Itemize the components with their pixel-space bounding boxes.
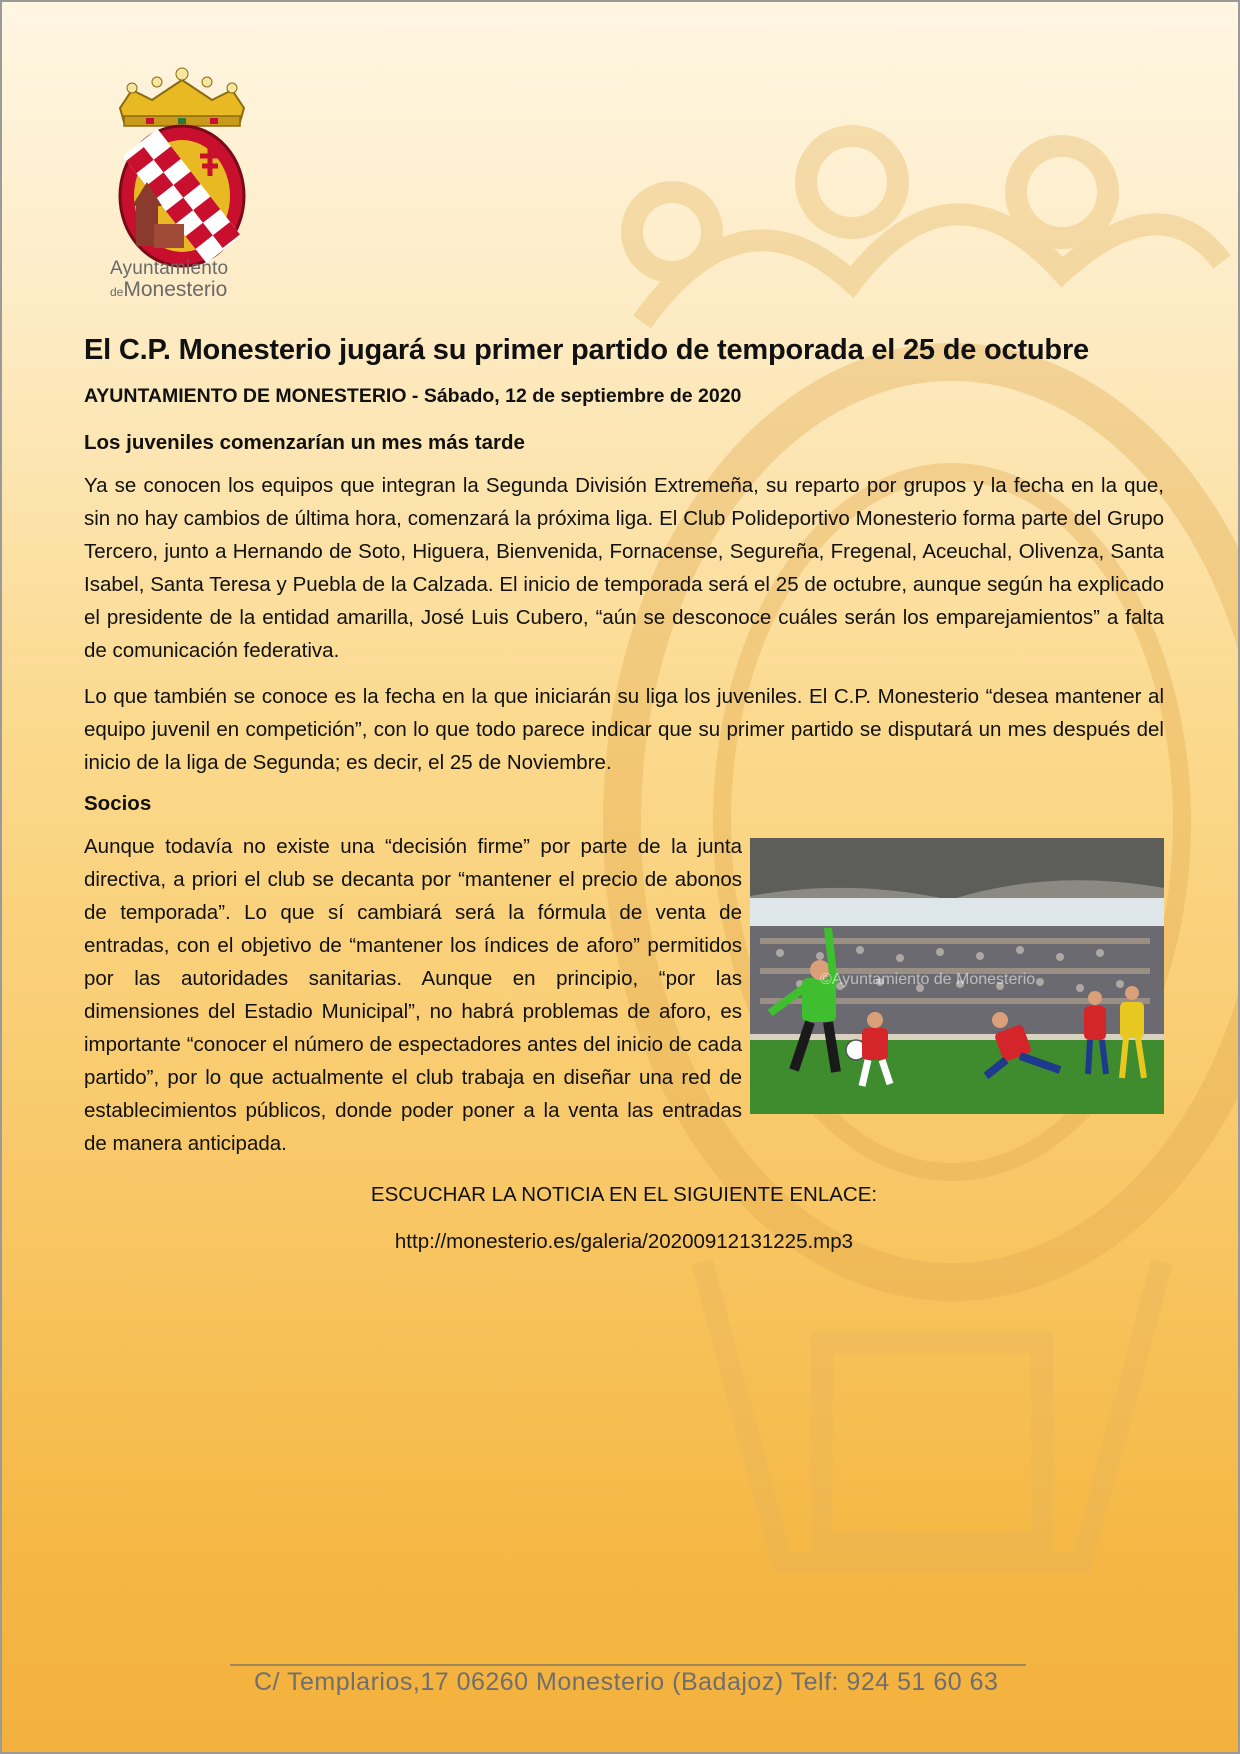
paragraph-3: Aunque todavía no existe una “decisión firme” por parte de la junta directiva, a priori el club se decanta por “mantener el precio de abonos de temporada”. Lo que sí cambiará será la fórmula de venta de entradas, con el objetivo de “mantener los índices de aforo” permitidos por las autoridades sanitarias. Aunque en principio, “por las dimensiones del Estadio Municipal”, no habrá problemas de aforo, es importante “conocer el número de espectadores antes del inicio de cada partido”, por lo que actualmente el club trabaja en diseñar una red de establecimientos públicos, donde poder poner a la venta las entradas de manera anticipada. — [84, 835, 742, 1155]
photo-watermark-text: ©Ayuntamiento de Monesterio — [820, 971, 1036, 988]
paragraph-1: Ya se conocen los equipos que integran la Segunda División Extremeña, su reparto por grupos y la fecha en la que, sin no hay cambios de última hora, comenzará la próxima liga. El Club Polideportivo Monesterio forma parte del Grupo Tercero, junto a Hernando de Soto, Higuera, Bienvenida, Fornacense, Segureña, Fregenal, Aceuchal, Olivenza, Santa Isabel, Santa Teresa y Puebla de la Calzada. El inicio de temporada será el 25 de octubre, aunque según ha explicado el presidente de la entidad amarilla, José Luis Cubero, “aún se desconoce cuáles serán los emparejamientos” a falta de comunicación federativa. — [84, 474, 1164, 662]
article-byline: AYUNTAMIENTO DE MONESTERIO - Sábado, 12 de septiembre de 2020 — [84, 385, 742, 407]
paragraph-2: Lo que también se conoce es la fecha en la que iniciarán su liga los juveniles. El C.P. Monesterio “desea mantener al equipo juvenil en competición”, con lo que todo parece indicar que su primer partido se disputará un mes después del inicio de la liga de Segunda; es decir, el 25 de Noviembre. — [84, 685, 1164, 774]
logo-text-name: Monesterio — [123, 278, 228, 301]
subheading-juveniles: Los juveniles comenzarían un mes más tarde — [84, 431, 525, 454]
football-match-photo — [750, 838, 1164, 1114]
logo-text-monesterio — [110, 278, 227, 302]
article — [84, 334, 1164, 1258]
listen-label: ESCUCHAR LA NOTICIA EN EL SIGUIENTE ENLACE: — [370, 1183, 878, 1206]
footer-address: C/ Templarios,17 06260 Monesterio (Badajoz) Telf: 924 51 60 63 — [254, 1668, 999, 1696]
subheading-socios: Socios — [84, 792, 152, 815]
logo-text-ayuntamiento: Ayuntamiento — [110, 258, 229, 279]
footer-divider — [230, 1664, 1026, 1666]
football-match-illustration — [750, 838, 1164, 1114]
audio-link[interactable]: http://monesterio.es/galeria/20200912131225.mp3 — [394, 1230, 854, 1253]
article-title: El C.P. Monesterio jugará su primer partido de temporada el 25 de octubre — [84, 334, 1089, 366]
logo-text-de: de — [110, 285, 124, 299]
